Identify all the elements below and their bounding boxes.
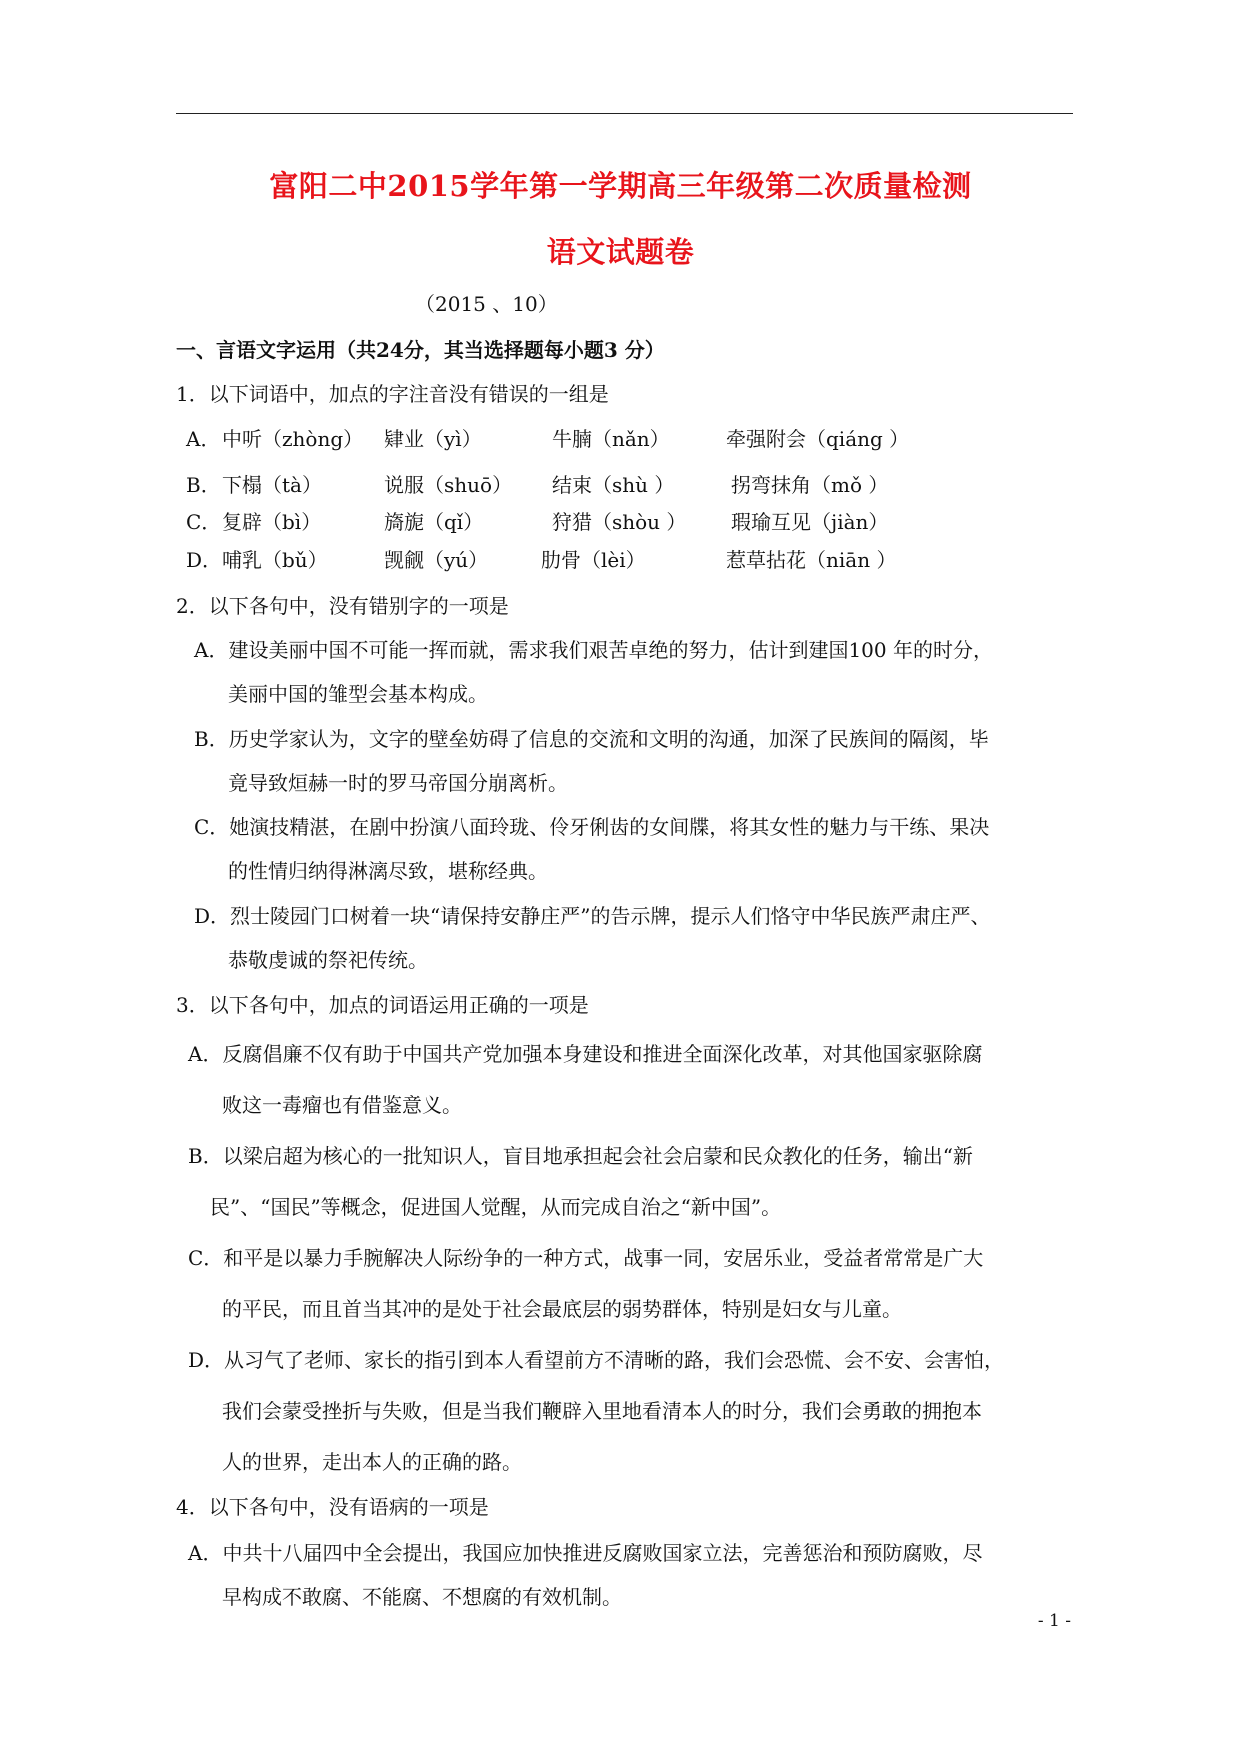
exam-title: 富阳二中2015学年第一学期高三年级第二次质量检测 xyxy=(269,169,972,203)
q1-option-b xyxy=(186,473,1086,497)
page-number: - 1 - xyxy=(1037,1611,1071,1631)
question-1-stem: 1．以下词语中，加点的字注音没有错误的一组是 xyxy=(176,382,609,406)
option-word: 结束（shù ） xyxy=(552,473,675,497)
q3-option-a-cont: 败这一毒瘤也有借鉴意义。 xyxy=(222,1093,462,1117)
q3-option-a: A．反腐倡廉不仅有助于中国共产党加强本身建设和推进全面深化改革，对其他国家驱除腐 xyxy=(188,1042,983,1066)
q2-option-a: A．建设美丽中国不可能一挥而就，需求我们艰苦卓绝的努力，估计到建国100 年的时分， xyxy=(194,638,993,662)
header-rule xyxy=(176,113,1073,114)
q3-option-b-cont: 民”、“国民”等概念，促进国人觉醒，从而完成自治之“新中国”。 xyxy=(210,1195,782,1219)
exam-date: （2015 、10） xyxy=(415,292,558,316)
exam-subtitle: 语文试题卷 xyxy=(546,235,695,269)
q2-option-c-cont: 的性情归纳得淋漓尽致，堪称经典。 xyxy=(228,859,548,883)
option-word: 拐弯抹角（mǒ ） xyxy=(731,473,889,497)
option-label: B． xyxy=(186,473,221,497)
option-word: 觊觎（yú） xyxy=(384,548,489,572)
question-4-stem: 4．以下各句中，没有语病的一项是 xyxy=(176,1495,489,1519)
question-3-stem: 3．以下各句中，加点的词语运用正确的一项是 xyxy=(176,993,589,1017)
q3-option-c-cont: 的平民，而且首当其冲的是处于社会最底层的弱势群体，特别是妇女与儿童。 xyxy=(222,1297,902,1321)
option-word: 中听（zhòng） xyxy=(222,427,364,451)
option-word: 狩猎（shòu ） xyxy=(552,510,687,534)
q3-option-b: B．以梁启超为核心的一批知识人，盲目地承担起会社会启蒙和民众教化的任务，输出“新 xyxy=(188,1144,973,1168)
q2-option-d-cont: 恭敬虔诚的祭祀传统。 xyxy=(228,948,428,972)
option-word: 复辟（bì） xyxy=(222,510,322,534)
option-label: A． xyxy=(186,427,221,451)
q1-option-a xyxy=(186,427,1086,451)
question-2-stem: 2．以下各句中，没有错别字的一项是 xyxy=(176,594,509,618)
option-word: 牛腩（nǎn） xyxy=(552,427,670,451)
q4-option-a-cont: 早构成不敢腐、不能腐、不想腐的有效机制。 xyxy=(222,1585,622,1609)
option-word: 肋骨（lèi） xyxy=(541,548,646,572)
q2-option-a-cont: 美丽中国的雏型会基本构成。 xyxy=(228,682,488,706)
q1-option-d xyxy=(186,548,1086,572)
q2-option-c: C．她演技精湛，在剧中扮演八面玲珑、伶牙俐齿的女间牒，将其女性的魅力与干练、果决 xyxy=(194,815,990,839)
option-label: D． xyxy=(186,548,223,572)
q2-option-d: D．烈士陵园门口树着一块“请保持安静庄严”的告示牌，提示人们恪守中华民族严肃庄严、 xyxy=(194,904,991,928)
q4-option-a: A．中共十八届四中全会提出，我国应加快推进反腐败国家立法，完善惩治和预防腐败，尽 xyxy=(188,1541,983,1565)
q3-option-c: C．和平是以暴力手腕解决人际纷争的一种方式，战事一同，安居乐业，受益者常常是广大 xyxy=(188,1246,984,1270)
section-heading: 一、言语文字运用（共24分，其当选择题每小题3 分） xyxy=(176,338,665,362)
q1-option-c xyxy=(186,510,1086,534)
q3-option-d-cont: 我们会蒙受挫折与失败，但是当我们鞭辟入里地看清本人的时分，我们会勇敢的拥抱本 xyxy=(222,1399,982,1423)
option-word: 哺乳（bǔ） xyxy=(222,548,328,572)
option-word: 下榻（tà） xyxy=(222,473,322,497)
q2-option-b-cont: 竟导致烜赫一时的罗马帝国分崩离析。 xyxy=(228,771,568,795)
option-word: 旖旎（qǐ） xyxy=(384,510,484,534)
q2-option-b: B．历史学家认为，文字的壁垒妨碍了信息的交流和文明的沟通，加深了民族间的隔阂，毕 xyxy=(194,727,989,751)
option-word: 瑕瑜互见（jiàn） xyxy=(731,510,889,534)
option-label: C． xyxy=(186,510,222,534)
option-word: 说服（shuō） xyxy=(384,473,513,497)
option-word: 牵强附会（qiáng ） xyxy=(726,427,910,451)
q3-option-d-cont2: 人的世界，走出本人的正确的路。 xyxy=(222,1450,522,1474)
q3-option-d: D．从习气了老师、家长的指引到本人看望前方不清晰的路，我们会恐慌、会不安、会害怕， xyxy=(188,1348,1005,1372)
option-word: 惹草拈花（niān ） xyxy=(726,548,897,572)
option-word: 肄业（yì） xyxy=(384,427,482,451)
